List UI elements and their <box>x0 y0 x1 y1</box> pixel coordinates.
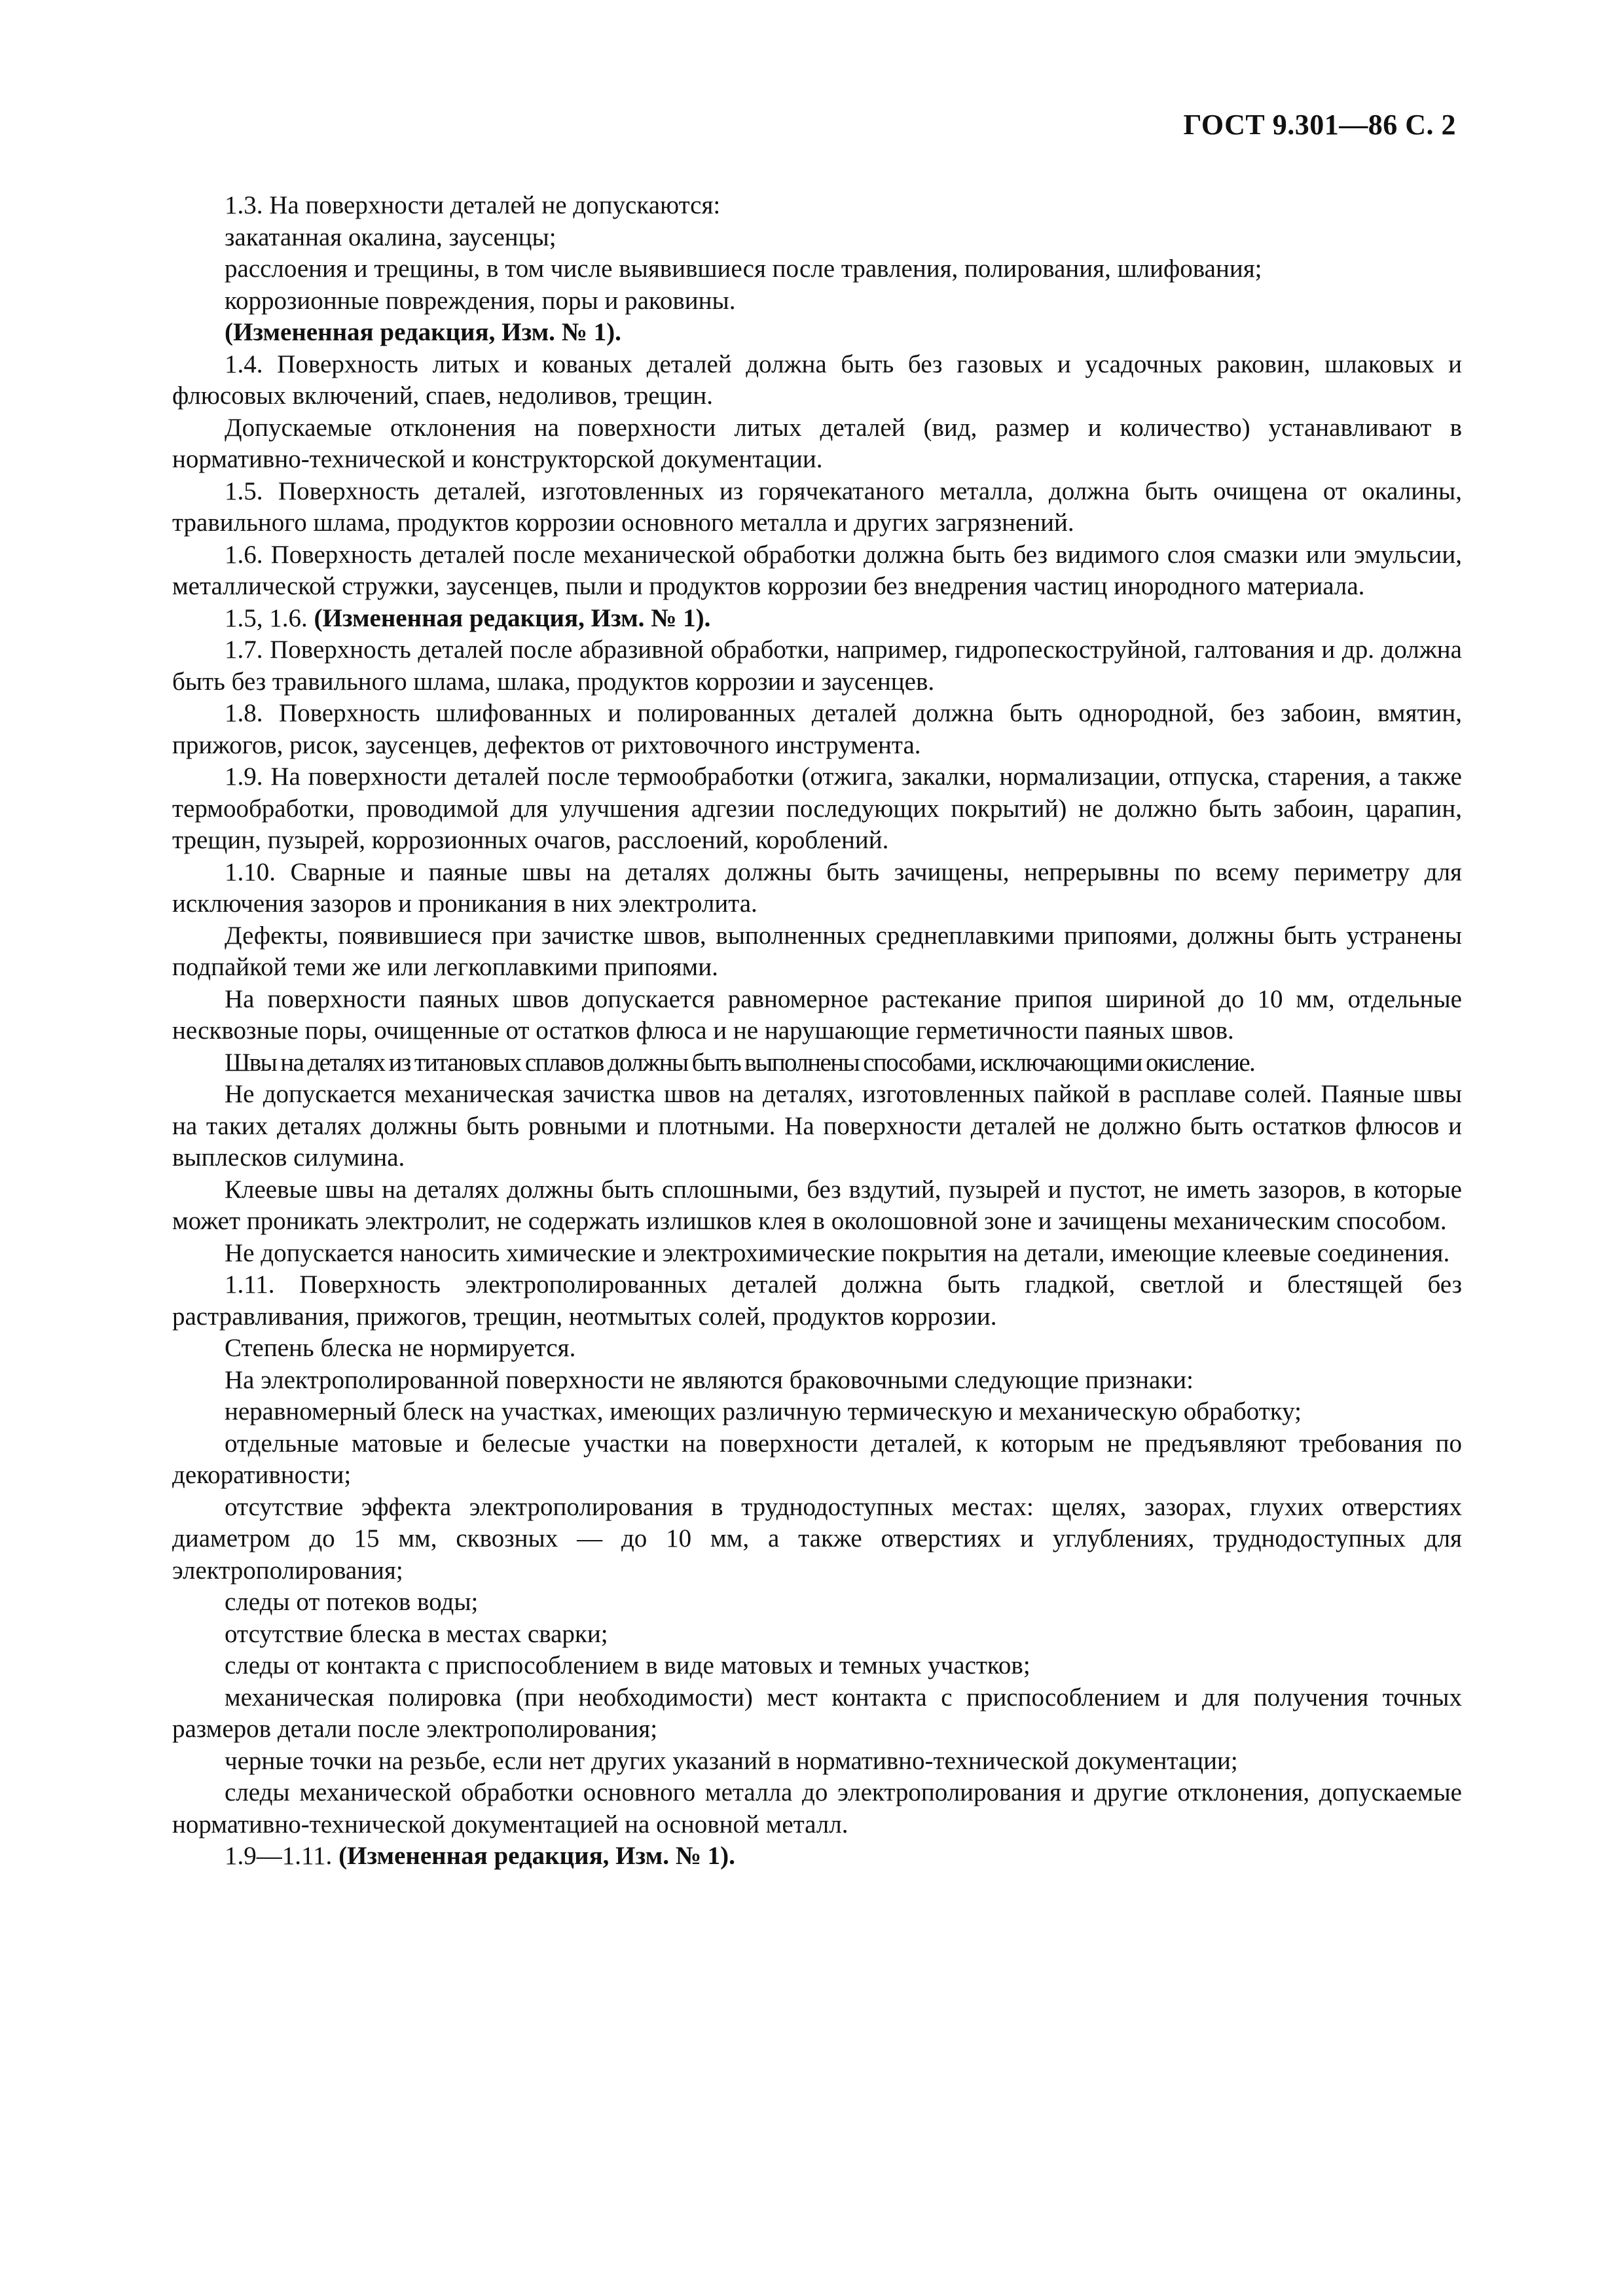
paragraph: 1.6. Поверхность деталей после механической обработки должна быть без видимого слоя смазки или эмульсии, металлической стружки, заусенцев, пыли и продуктов коррозии без внедрения частиц инородного материала. <box>172 540 1462 600</box>
paragraph: 1.8. Поверхность шлифованных и полированных деталей должна быть однородной, без забоин, вмятин, прижогов, рисок, заусенцев, дефектов от рихтовочного инструмента. <box>172 699 1462 759</box>
paragraph: На поверхности паяных швов допускается равномерное растекание припоя шириной до 10 мм, отдельные несквозные поры, очищенные от остатков флюса и не нарушающие герметичности паяных швов. <box>172 984 1462 1045</box>
paragraph: закатанная окалина, заусенцы; <box>225 223 556 251</box>
paragraph: 1.4. Поверхность литых и кованых деталей должна быть без газовых и усадочных раковин, шлаковых и флюсовых включений, спаев, недоливов, трещин. <box>172 350 1462 410</box>
paragraph: расслоения и трещины, в том числе выявившиеся после травления, полирования, шлифования; <box>225 255 1262 283</box>
paragraph-prefix: 1.5, 1.6. <box>225 603 314 632</box>
paragraph: отсутствие блеска в местах сварки; <box>225 1619 608 1648</box>
paragraph: Не допускается наносить химические и электрохимические покрытия на детали, имеющие клеевые соединения. <box>225 1238 1450 1267</box>
paragraph: Не допускается механическая зачистка швов на деталях, изготовленных пайкой в расплаве солей. Паяные швы на таких деталях должны быть ровными и плотными. На поверхности деталей не должно быть остатков флюсов и выплесков силумина. <box>172 1080 1462 1172</box>
paragraph: Клеевые швы на деталях должны быть сплошными, без вздутий, пузырей и пустот, не иметь зазоров, в которые может проникать электролит, не содержать излишков клея в околошовной зоне и зачищены механическим способом. <box>172 1175 1462 1235</box>
paragraph: Степень блеска не нормируется. <box>225 1334 576 1362</box>
paragraph: следы от потеков воды; <box>225 1588 479 1616</box>
paragraph-prefix: 1.9—1.11. <box>225 1842 339 1870</box>
paragraph: 1.9. На поверхности деталей после термообработки (отжига, закалки, нормализации, отпуска, старения, а также термообработки, проводимой для улучшения адгезии последующих покрытий) не должно быть забоин, царапин, трещин, пузырей, коррозионных очагов, расслоений, короблений. <box>172 762 1462 854</box>
document-body <box>172 190 1462 1873</box>
paragraph: механическая полировка (при необходимости) мест контакта с приспособлением и для получения точных размеров детали после электрополирования; <box>172 1683 1462 1743</box>
paragraph: отдельные матовые и белесые участки на поверхности деталей, к которым не предъявляют требования по декоративности; <box>172 1429 1462 1489</box>
paragraph: коррозионные повреждения, поры и раковины. <box>225 286 736 315</box>
paragraph: отсутствие эффекта электрополирования в труднодоступных местах: щелях, зазорах, глухих отверстиях диаметром до 15 мм, сквозных — до 10 мм, а также отверстиях и углублениях, труднодоступных для электрополирования; <box>172 1492 1462 1585</box>
paragraph: 1.3. На поверхности деталей не допускаются: <box>225 191 721 219</box>
paragraph: 1.5. Поверхность деталей, изготовленных из горячекатаного металла, должна быть очищена от окалины, травильного шлама, продуктов коррозии основного металла и других загрязнений. <box>172 476 1462 537</box>
paragraph: 1.10. Сварные и паяные швы на деталях должны быть зачищены, непрерывны по всему периметру для исключения зазоров и проникания в них электролита. <box>172 857 1462 918</box>
paragraph: неравномерный блеск на участках, имеющих различную термическую и механическую обработку; <box>225 1397 1302 1426</box>
paragraph: 1.11. Поверхность электрополированных деталей должна быть гладкой, светлой и блестящей без растравливания, прижогов, трещин, неотмытых солей, продуктов коррозии. <box>172 1270 1462 1331</box>
paragraph: следы механической обработки основного металла до электрополирования и другие отклонения, допускаемые нормативно-технической документацией на основной металл. <box>172 1778 1462 1839</box>
paragraph: 1.7. Поверхность деталей после абразивной обработки, например, гидропескоструйной, галтования и др. должна быть без травильного шлама, шлака, продуктов коррозии и заусенцев. <box>172 636 1462 696</box>
paragraph: Дефекты, появившиеся при зачистке швов, выполненных среднеплавкими припоями, должны быть устранены подпайкой теми же или легкоплавкими припоями. <box>172 921 1462 981</box>
paragraph: следы от контакта с приспособлением в виде матовых и темных участков; <box>225 1651 1030 1679</box>
paragraph: Допускаемые отклонения на поверхности литых деталей (вид, размер и количество) устанавливают в нормативно-технической и конструкторской документации. <box>172 413 1462 473</box>
amendment-note: (Измененная редакция, Изм. № 1). <box>225 318 621 346</box>
amendment-note: (Измененная редакция, Изм. № 1). <box>314 603 711 632</box>
page-header: ГОСТ 9.301—86 С. 2 <box>1183 109 1456 141</box>
paragraph: Швы на деталях из титановых сплавов должны быть выполнены способами, исключающими окисление. <box>225 1048 1255 1077</box>
paragraph: черные точки на резьбе, если нет других указаний в нормативно-технической документации; <box>225 1746 1238 1775</box>
paragraph <box>172 1840 1462 1873</box>
amendment-note: (Измененная редакция, Изм. № 1). <box>338 1842 735 1870</box>
paragraph: На электрополированной поверхности не являются браковочными следующие признаки: <box>225 1365 1194 1394</box>
paragraph <box>172 603 1462 635</box>
